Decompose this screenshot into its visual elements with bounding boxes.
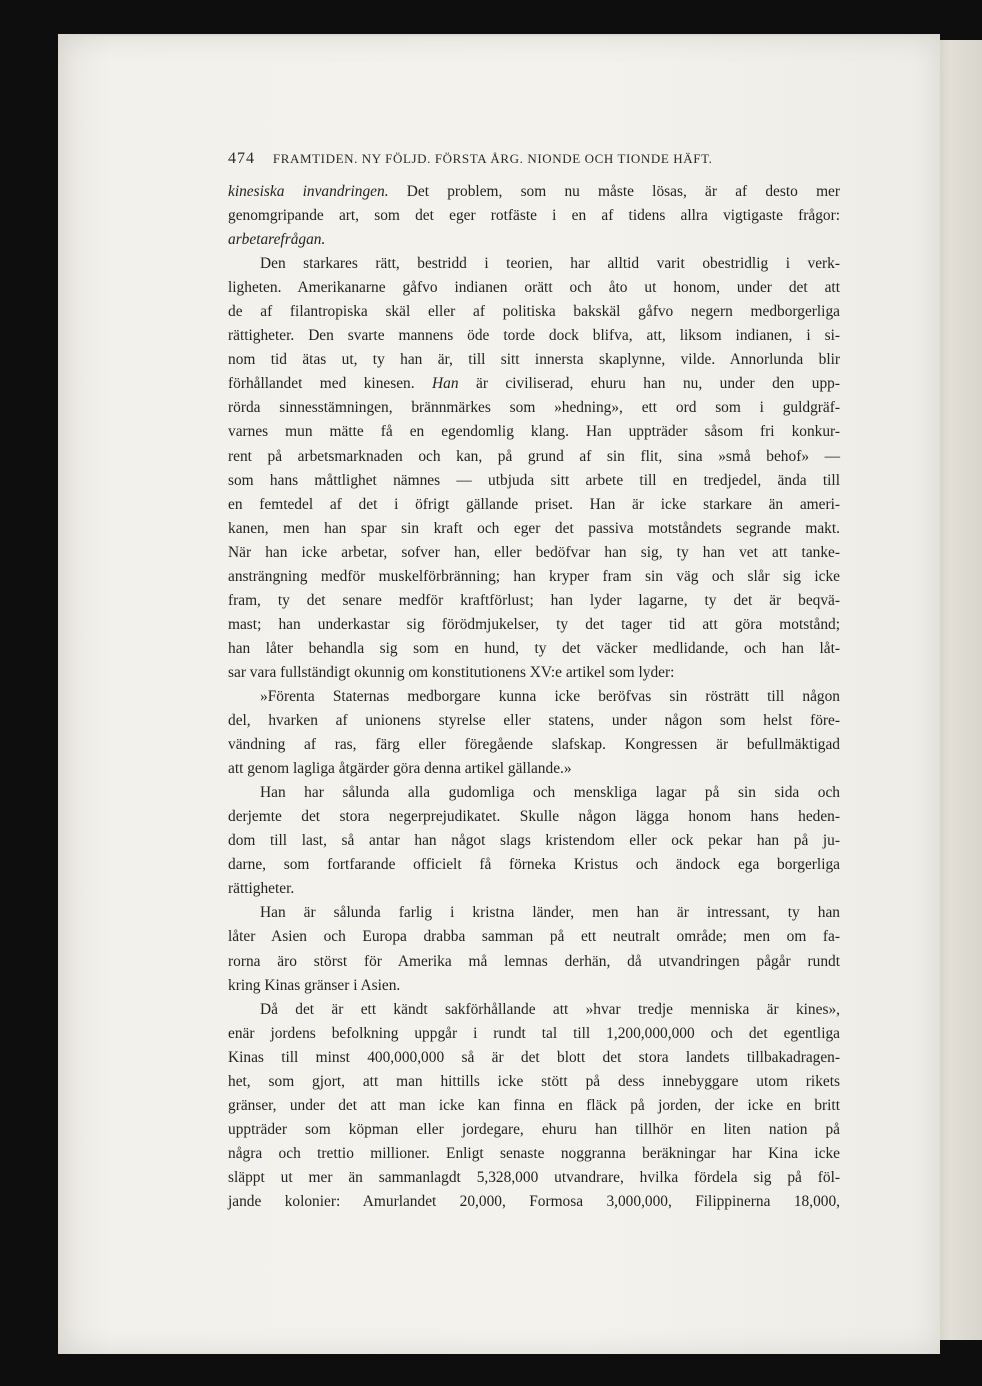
text-line: darne, som fortfarande officielt få förneka Kristus och ändock ega borgerliga <box>228 856 840 874</box>
page-number: 474 <box>228 150 255 167</box>
text-line: Kinas till minst 400,000,000 så är det blott det stora landets tillbakadragen- <box>228 1048 840 1066</box>
text-line: fram, ty det senare medför kraftförlust; han lyder lagarne, ty det är beqvä- <box>228 591 840 609</box>
text-line: rättigheter. <box>228 880 295 898</box>
text-line: kinesiska invandringen. Det problem, som nu måste lösas, är af desto mer <box>228 183 840 200</box>
text-line: ligheten. Amerikanarne gåfvo indianen orätt och åto ut honom, under det att <box>228 279 840 297</box>
text-line: som hans måttlighet nämnes — utbjuda sitt arbete till en tredjedel, ända till <box>228 471 840 489</box>
text-line: han låter behandla sig som en hund, ty det väcker medlidande, och han låt- <box>228 639 840 657</box>
text-line: de af filantropiska skäl eller af politiska bakskäl gåfvo negern medborgerliga <box>228 303 840 321</box>
text-line: varnes mun mätte få en egendomlig klang. Han uppträder såsom fri konkur- <box>228 423 840 441</box>
text-line: enär jordens befolkning uppgår i rundt tal till 1,200,000,000 och det egentliga <box>228 1024 840 1042</box>
text-line: När han icke arbetar, sofver han, eller bedöfvar han sig, ty han vet att tanke- <box>228 543 840 561</box>
text-line: ansträngning medför muskelförbränning; han kryper fram sin väg och slår sig icke <box>228 567 840 585</box>
text-line: Han har sålunda alla gudomliga och menskliga lagar på sin sida och <box>260 784 840 802</box>
text-line: »Förenta Staternas medborgare kunna icke beröfvas sin rösträtt till någon <box>260 687 840 705</box>
text-line: genomgripande art, som det eger rotfäste i en af tidens allra vigtigaste frågor: <box>228 207 840 225</box>
text-line: låter Asien och Europa drabba samman på ett neutralt område; men om fa- <box>228 928 840 946</box>
text-line: rorna äro störst för Amerika må lemnas derhän, då utvandringen pågår rundt <box>228 952 840 970</box>
text-line: Då det är ett kändt sakförhållande att »hvar tredje menniska är kines», <box>260 1000 840 1018</box>
text-line: rörda sinnesstämningen, brännmärkes som »hedning», ett ord som i guldgräf- <box>228 399 840 417</box>
text-line: Den starkares rätt, bestridd i teorien, har alltid varit obestridlig i verk- <box>260 255 840 273</box>
text-line: rättigheter. Den svarte mannens öde torde dock blifva, att, liksom indianen, i si- <box>228 327 840 345</box>
text-line: kring Kinas gränser i Asien. <box>228 976 401 994</box>
text-line: del, hvarken af unionens styrelse eller statens, under någon som helst före- <box>228 712 840 730</box>
text-line: uppträder som köpman eller jordegare, ehuru han tillhör en liten nation på <box>228 1120 840 1138</box>
body-text <box>228 180 840 1214</box>
text-line: jande kolonier: Amurlandet 20,000, Formosa 3,000,000, Filippinerna 18,000, <box>228 1192 840 1210</box>
text-line: gränser, under det att man icke kan finna en fläck på jorden, der icke en britt <box>228 1096 840 1114</box>
text-line: kanen, men han spar sin kraft och eger det passiva motståndets segrande makt. <box>228 519 840 537</box>
text-line: Han är sålunda farlig i kristna länder, men han är intressant, ty han <box>260 904 840 922</box>
text-line: arbetarefrågan. <box>228 231 326 249</box>
text-line: sar vara fullständigt okunnig om konstitutionens XV:e artikel som lyder: <box>228 663 675 681</box>
text-line: mast; han underkastar sig förödmjukelser, ty det tager tid att göra motstånd; <box>228 615 840 633</box>
text-line: het, som gjort, att man hittills icke stött på dess innebyggare utom rikets <box>228 1072 840 1090</box>
text-line: förhållandet med kinesen. Han är civiliserad, ehuru han nu, under den upp- <box>228 375 840 393</box>
running-title: FRAMTIDEN. NY FÖLJD. FÖRSTA ÅRG. NIONDE OCH TIONDE HÄFT. <box>272 151 713 166</box>
text-line: dom till last, så antar han något slags kristendom eller ock pekar han på ju- <box>228 832 840 850</box>
text-line: rent på arbetsmarknaden och kan, på grund af sin flit, sina »små behof» — <box>228 447 840 465</box>
text-line: några och trettio millioner. Enligt senaste noggranna beräkningar har Kina icke <box>228 1144 840 1162</box>
text-line: vändning af ras, färg eller föregående slafskap. Kongressen är befullmäktigad <box>228 736 840 754</box>
text-line: släppt ut mer än sammanlagdt 5,328,000 utvandrare, hvilka fördela sig på föl- <box>228 1168 840 1186</box>
text-line: en femtedel af det i öfrigt gällande priset. Han är icke starkare än ameri- <box>228 495 840 513</box>
text-line: nom tid ätas ut, ty han är, till sitt innersta skaplynne, vilde. Annorlunda blir <box>228 351 840 369</box>
running-header <box>228 150 840 168</box>
text-line: att genom lagliga åtgärder göra denna artikel gällande.» <box>228 760 572 778</box>
text-line: derjemte det stora negerprejudikatet. Skulle någon lägga honom hans heden- <box>228 808 840 826</box>
